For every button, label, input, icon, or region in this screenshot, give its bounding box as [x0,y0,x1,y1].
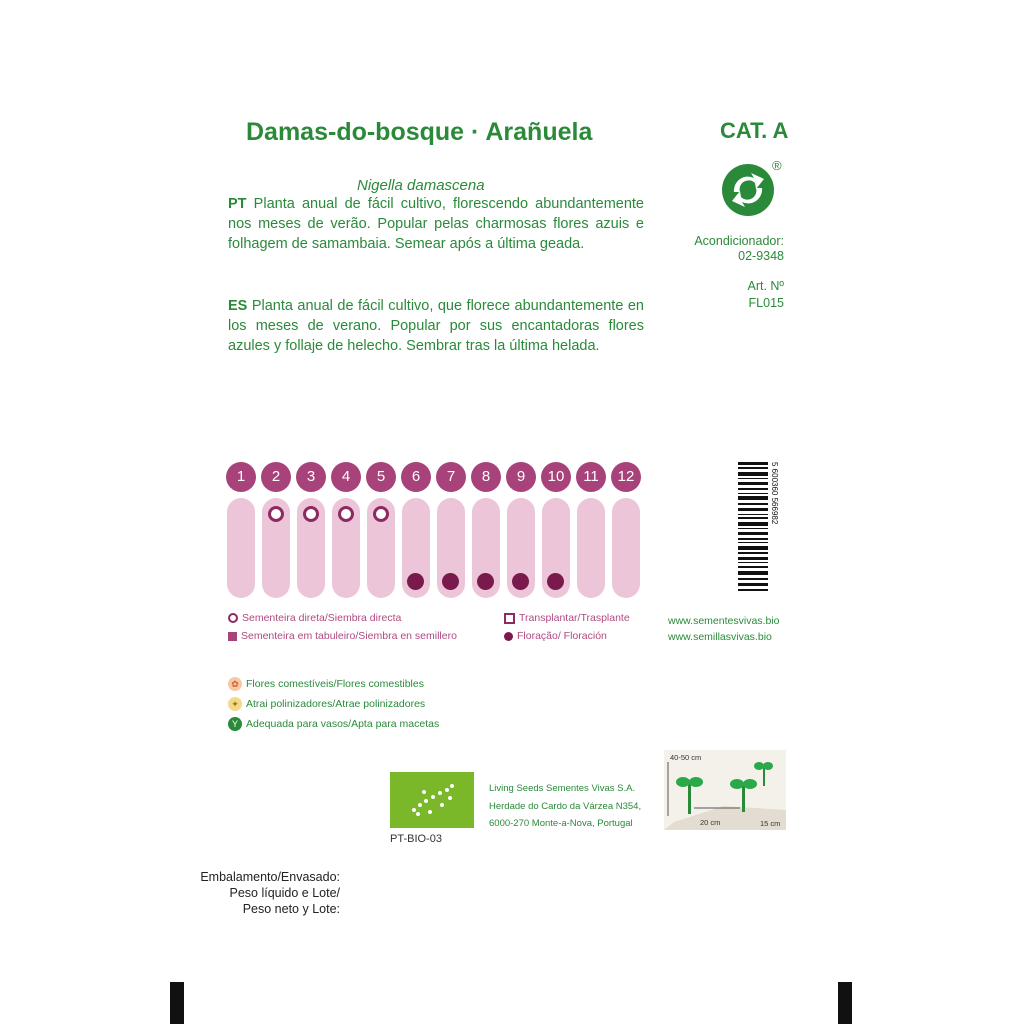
calendar-month-8 [471,462,501,602]
language-code-pt: PT [228,196,247,212]
month-bar [577,498,605,598]
month-number: 7 [436,462,466,492]
company-address-2: 6000-270 Monte-a-Nova, Portugal [489,818,633,829]
website-link-es[interactable]: www.semillasvivas.bio [668,631,772,643]
packaging-label: Embalamento/Envasado: [200,870,340,884]
website-link-pt[interactable]: www.sementesvivas.bio [668,615,780,627]
filled-circle-icon [504,632,513,641]
filled-square-icon [228,632,237,641]
eu-organic-leaf-logo [390,772,474,828]
calendar-month-12 [611,462,641,602]
description-pt-text: Planta anual de fácil cultivo, florescendo abundantemente nos meses de verão. Popular pelas charmosas flores azuis e folhagem de samambaia. Semear após a última geada. [228,196,644,252]
flowering-marker [442,573,459,590]
month-number: 6 [401,462,431,492]
month-number: 9 [506,462,536,492]
month-number: 10 [541,462,571,492]
feature-edible [228,677,424,691]
flowering-marker [407,573,424,590]
direct-sowing-marker [338,506,354,522]
company-name: Living Seeds Sementes Vivas S.A. [489,783,636,794]
calendar-month-4 [331,462,361,602]
barcode [738,462,780,592]
article-value: FL015 [748,296,784,310]
pot-icon: Y [228,717,242,731]
direct-sowing-marker [268,506,284,522]
month-number: 1 [226,462,256,492]
month-number: 11 [576,462,606,492]
bee-icon: ✦ [228,697,242,711]
flowering-marker [512,573,529,590]
calendar-month-7 [436,462,466,602]
calendar-month-9 [506,462,536,602]
feature-pollinators-label: Atrai polinizadores/Atrae polinizadores [246,697,426,710]
calendar-month-3 [296,462,326,602]
calendar-month-6 [401,462,431,602]
square-outline-icon [504,613,515,624]
circle-outline-icon [228,613,238,623]
lot-label: Peso neto y Lote: [242,902,340,916]
calendar-month-2 [261,462,291,602]
conditioner-label: Acondicionador: [694,234,784,248]
registered-mark: ® [772,158,782,173]
product-title: Damas-do-bosque · Arañuela [246,118,593,146]
month-number: 12 [611,462,641,492]
legend-flowering-label: Floração/ Floración [517,630,607,642]
flowering-marker [547,573,564,590]
description-es-text: Planta anual de fácil cultivo, que florece abundantemente en los meses de verano. Popular por sus encantadoras flores azules y follaje de helecho. Sembrar tras la última helada. [228,298,644,354]
barcode-digits: 5 600360 566982 [770,462,779,525]
direct-sowing-marker [303,506,319,522]
month-bar [612,498,640,598]
calendar-month-5 [366,462,396,602]
month-number: 8 [471,462,501,492]
calendar-month-11 [576,462,606,602]
legend-transplant-label: Transplantar/Trasplante [519,612,630,624]
calendar-month-10 [541,462,571,602]
month-number: 2 [261,462,291,492]
month-bar [227,498,255,598]
month-number: 5 [366,462,396,492]
legend-tray-sowing [228,630,457,642]
feature-edible-label: Flores comestíveis/Flores comestibles [246,677,424,690]
direct-sowing-marker [373,506,389,522]
language-code-es: ES [228,298,248,314]
spacing-row-label: 20 cm [700,818,721,827]
flowering-marker [477,573,494,590]
net-weight-label: Peso líquido e Lote/ [229,886,340,900]
legend-direct-sowing [228,612,401,624]
feature-pots [228,717,439,731]
legend-tray-label: Sementeira em tabuleiro/Siembra en semillero [241,630,457,642]
spacing-plant-label: 15 cm [760,819,781,828]
conditioner-value: 02-9348 [738,249,784,263]
feature-pollinators [228,697,425,711]
description-es [228,296,644,356]
category-label: CAT. A [720,118,789,143]
flower-icon: ✿ [228,677,242,691]
crop-mark-left [170,982,184,1024]
description-pt [228,194,644,254]
feature-pots-label: Adequada para vasos/Apta para macetas [246,717,440,730]
month-number: 4 [331,462,361,492]
legend-flowering [504,630,607,642]
crop-mark-right [838,982,852,1024]
plant-spacing-diagram [664,750,786,830]
legend-transplant [504,612,630,624]
calendar-month-1 [226,462,256,602]
month-number: 3 [296,462,326,492]
scientific-name: Nigella damascena [357,177,485,194]
spacing-height-label: 40-50 cm [670,753,702,762]
article-label: Art. Nº [747,279,784,293]
sowing-calendar [226,462,646,602]
green-dot-recycle-icon [720,162,776,218]
legend-direct-label: Sementeira direta/Siembra directa [242,612,402,624]
company-address-1: Herdade do Cardo da Várzea N354, [489,801,642,812]
organic-certification-code: PT-BIO-03 [390,833,442,845]
